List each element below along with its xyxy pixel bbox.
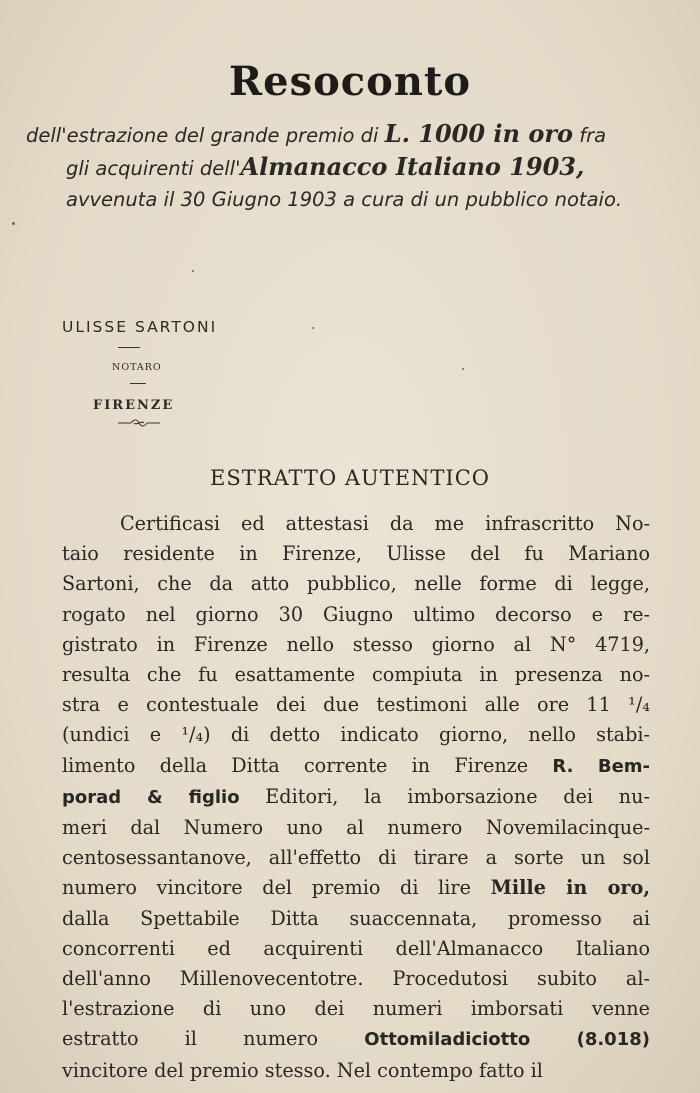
paper-speck: [12, 222, 15, 225]
almanac-name: Almanacco Italiano 1903,: [240, 152, 585, 181]
body-text-run: numero vincitore del premio di lire: [62, 876, 491, 900]
notary-title: NOTARO: [112, 362, 162, 373]
subtitle-text: fra: [573, 124, 607, 147]
body-line: vincitore del premio stesso. Nel contempo fatto il: [62, 1058, 543, 1082]
body-text-run: Editori, la imborsazione dei nu-: [239, 784, 650, 808]
notary-name: ULISSE SARTONI: [62, 318, 218, 336]
subtitle-block: [26, 118, 666, 215]
body-line: [62, 873, 650, 903]
body-line: l'estrazione di uno dei numeri imborsati venne: [62, 997, 650, 1021]
body-text-run: limento della Ditta corrente in Firenze: [62, 753, 553, 777]
body-line: rogato nel giorno 30 Giugno ultimo decorso e re-: [62, 602, 650, 626]
body-line: meri dal Numero uno al numero Novemilacinque-: [62, 816, 650, 840]
body-line: dell'anno Millenovecentotre. Procedutosi subito al-: [62, 967, 650, 991]
notary-city: FIRENZE: [93, 398, 175, 413]
subtitle-line-1: [26, 118, 666, 151]
body-line: [62, 782, 650, 813]
body-line: (undici e ¹/₄) di detto indicato giorno, nello stabi-: [62, 723, 650, 747]
divider: [118, 347, 140, 348]
body-line: Sartoni, che da atto pubblico, nelle forme di legge,: [62, 572, 650, 596]
prize-amount: L. 1000 in oro: [384, 119, 574, 148]
winning-number: Ottomiladiciotto (8.018): [364, 1029, 650, 1051]
body-line: [62, 1024, 650, 1055]
flourish-ornament-icon: [117, 418, 161, 428]
body-text-run: estratto il numero: [62, 1027, 365, 1051]
subtitle-text: dell'estrazione del grande premio di: [26, 124, 385, 147]
body-text: [62, 509, 650, 1086]
subtitle-line-2: [26, 151, 666, 184]
publisher-name: R. Bem-: [552, 755, 651, 777]
section-heading: ESTRATTO AUTENTICO: [209, 466, 490, 490]
paper-speck: [312, 327, 314, 329]
body-line: gistrato in Firenze nello stesso giorno al N° 4719,: [62, 632, 650, 656]
body-line: dalla Spettabile Ditta suaccennata, promesso ai: [62, 906, 650, 930]
subtitle-line-3: avvenuta il 30 Giugno 1903 a cura di un pubblico notaio.: [66, 188, 623, 211]
subtitle-text: gli acquirenti dell': [66, 157, 241, 180]
paper-speck: [462, 368, 464, 370]
body-line: taio residente in Firenze, Ulisse del fu Mariano: [62, 542, 650, 566]
paper-speck: [192, 270, 194, 272]
publisher-name: porad & figlio: [62, 786, 240, 808]
body-line: [62, 751, 650, 782]
body-line: stra e contestuale dei due testimoni alle ore 11 ¹/₄: [62, 693, 650, 717]
divider: [130, 383, 146, 384]
body-line: centosessantanove, all'effetto di tirare a sorte un sol: [62, 846, 650, 870]
body-line: resulta che fu esattamente compiuta in presenza no-: [62, 663, 650, 687]
page-title: Resoconto: [228, 58, 472, 105]
body-line: concorrenti ed acquirenti dell'Almanacco Italiano: [62, 936, 650, 960]
prize-value: Mille in oro,: [490, 876, 650, 900]
body-line: Certificasi ed attestasi da me infrascritto No-: [120, 512, 650, 535]
